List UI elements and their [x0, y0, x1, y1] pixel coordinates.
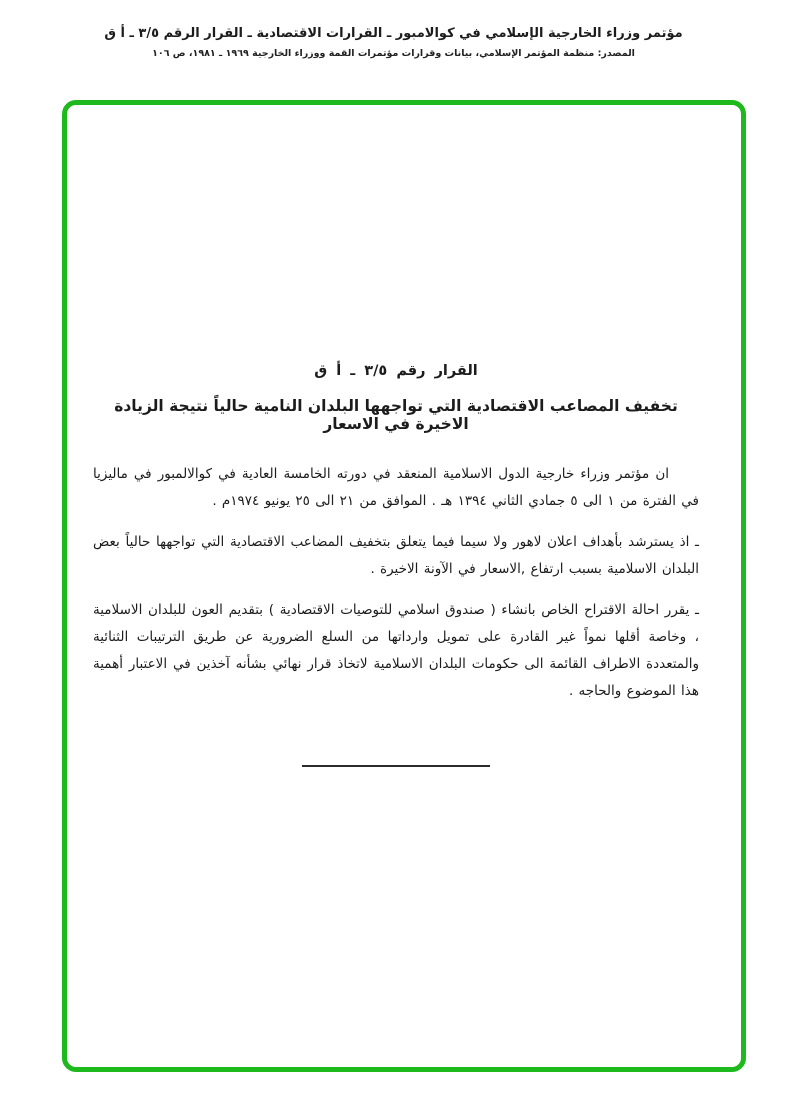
resolution-paragraph: ـ يقرر احالة الاقتراح الخاص بانشاء ( صندوق اسلامي للتوصيات الاقتصادية ) بتقديم العون للبلدان الاسلامية ، وخاصة أقلها نمواً غير القادرة على تمويل وارداتها من السلع الضرورية عن طريق الترتيبات الثنائية والمتعددة الاطراف القائمة الى حكومات البلدان الاسلامية لاتخاذ قرار نهائي بشأنه آخذين في الاعتبار أهمية هذا الموضوع والحاجه .	[93, 602, 699, 699]
document-header	[0, 0, 787, 59]
header-title: مؤتمر وزراء الخارجية الإسلامي في كوالامبور ـ القرارات الاقتصادية ـ القرار الرقم ٣/٥ ـ أ ق	[104, 26, 683, 41]
end-divider	[302, 765, 490, 767]
resolution-number: القرار رقم ٣/٥ ـ أ ق	[314, 363, 478, 379]
header-source: المصدر: منظمة المؤتمر الإسلامي، بيانات وقرارات مؤتمرات القمة ووزراء الخارجية ١٩٦٩ ـ ١٩٨١، ص ١٠٦	[152, 48, 635, 59]
resolution-heading: تخفيف المصاعب الاقتصادية التي تواجهها البلدان النامية حالياً نتيجة الزيادة الاخيرة في الاسعار	[114, 397, 678, 433]
resolution-paragraph: ان مؤتمر وزراء خارجية الدول الاسلامية المنعقد في دورته الخامسة العادية في كوالالمبور في ماليزيا في الفترة من ١ الى ٥ جمادي الثاني ١٣٩٤ هـ . الموافق من ٢١ الى ٢٥ يونيو ١٩٧٤م .	[93, 466, 699, 509]
resolution-paragraph: ـ اذ يسترشد بأهداف اعلان لاهور ولا سيما فيما يتعلق بتخفيف المضاعب الاقتصادية التي تواجهها حالياً بعض البلدان الاسلامية بسبب ارتفاع ,الاسعار في الآونة الاخيرة .	[93, 534, 699, 577]
resolution-body	[93, 461, 699, 705]
scan-frame	[62, 100, 746, 1072]
scan-content	[67, 105, 741, 767]
